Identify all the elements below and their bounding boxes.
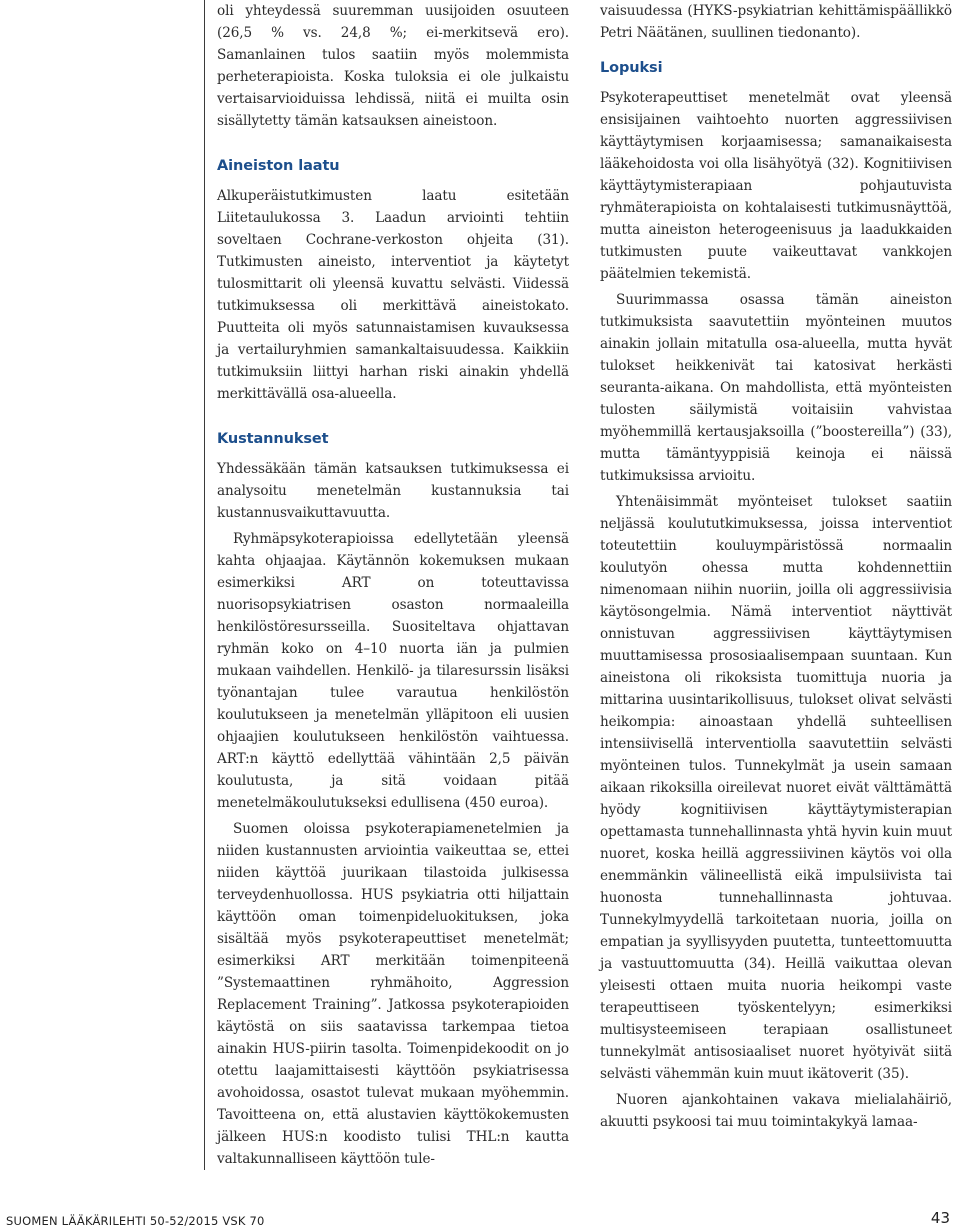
costs-paragraph-2: Ryhmäpsykoterapioissa edellytetään yleensä kahta ohjaajaa. Käytännön kokemuksen mukaan esimerkiksi ART on toteuttavissa nuorisopsykiatrisen osaston normaaleilla henkilöstöresursseilla. Suositeltava ohjattavan ryhmän koko on 4–10 nuorta iän ja pulmien mukaan vaihdellen. Henkilö- ja tilaresurssin lisäksi työnantajan tulee varautua henkilöstön koulutukseen ja menetelmän ylläpitoon eli uusien ohjaajien koulutukseen henkilöstön vaihtuessa. ART:n käyttö edellyttää vähintään 2,5 päivän koulutusta, ja sitä voidaan pitää menetelmäkoulutukseksi edullisena (450 euroa). xyxy=(217,531,569,811)
costs-paragraph-1: Yhdessäkään tämän katsauksen tutkimuksessa ei analysoitu menetelmän kustannuksia tai kustannusvaikuttavuutta. xyxy=(217,461,569,521)
journal-name: SUOMEN LÄÄKÄRILEHTI 50-52/2015 VSK 70 xyxy=(6,1214,265,1228)
page-footer xyxy=(0,1209,960,1230)
column-divider-rule xyxy=(204,0,205,1170)
quality-paragraph: Alkuperäistutkimusten laatu esitetään Liitetaulukossa 3. Laadun arviointi tehtiin soveltaen Cochrane-verkoston ohjeita (31). Tutkimusten aineisto, interventiot ja käytetyt tulosmittarit oli yleensä kuvattu selvästi. Viidessä tutkimuksessa oli merkittävä aineistokato. Puutteita oli myös satunnaistamisen kuvauksessa ja vertailuryhmien samankaltaisuudessa. Kaikkiin tutkimuksiin liittyi harhan riski ainakin yhdellä merkittävällä osa-alueella. xyxy=(217,188,569,402)
page-number: 43 xyxy=(930,1209,950,1227)
left-intro-paragraph: oli yhteydessä suuremman uusijoiden osuuteen (26,5 % vs. 24,8 %; ei-merkitsevä ero). Samanlainen tulos saatiin myös molemmista perheterapioista. Koska tuloksia ei ole julkaistu vertaisarvioiduissa lehdissä, niitä ei muilta osin sisällytetty tämän katsauksen aineistoon. xyxy=(217,3,569,129)
right-intro-paragraph: vaisuudessa (HYKS-psykiatrian kehittämispäällikkö Petri Näätänen, suullinen tiedonanto). xyxy=(600,3,952,41)
heading-kustannukset: Kustannukset xyxy=(217,431,329,447)
costs-paragraph-3: Suomen oloissa psykoterapiamenetelmien ja niiden kustannusten arviointia vaikeuttaa se, ettei niiden käyttöä juurikaan tilastoida julkisessa terveydenhuollossa. HUS psykiatria otti hiljattain käyttöön oman toimenpideluokituksen, joka sisältää myös psykoterapeuttiset menetelmät; esimerkiksi ART merkitään toimenpiteenä ”Systemaattinen ryhmähoito, Aggression Replacement Training”. Jatkossa psykoterapioiden käytöstä on siis saatavissa tarkempaa tietoa ainakin HUS-piirin tasolta. Toimenpidekoodit on jo otettu laajamittaisesti käyttöön psykiatrisessa avohoidossa, osastot tulevat mukaan myöhemmin. Tavoitteena on, että alustavien käyttökokemusten jälkeen HUS:n koodisto tulisi THL:n kautta valtakunnalliseen käyttöön tule- xyxy=(217,821,569,1167)
heading-aineiston-laatu: Aineiston laatu xyxy=(217,158,340,174)
right-column xyxy=(600,0,952,1133)
heading-lopuksi: Lopuksi xyxy=(600,60,663,76)
conclusion-paragraph-1: Psykoterapeuttiset menetelmät ovat yleensä ensisijainen vaihtoehto nuorten aggressiivisen käyttäytymisen korjaamisessa; samanaikaisesta lääkehoidosta voi olla lisähyötyä (32). Kognitiivisen käyttäytymisterapiaan pohjautuvista ryhmäterapioista on kohtalaisesti tutkimusnäyttöä, mutta aineiston heterogeenisuus ja laadukkaiden tutkimusten puute vaikeuttavat vankkojen päätelmien tekemistä. xyxy=(600,90,952,282)
left-column xyxy=(217,0,569,1170)
conclusion-paragraph-2: Suurimmassa osassa tämän aineiston tutkimuksista saavutettiin myönteinen muutos ainakin jollain mitatulla osa-alueella, mutta hyvät tulokset heikkenivät tai katosivat herkästi seuranta-aikana. On mahdollista, että myönteisten tulosten säilymistä voitaisiin vahvistaa myöhemmillä kertausjaksoilla (”boostereilla”) (33), mutta tämäntyyppisiä keinoja ei näissä tutkimuksissa arvioitu. xyxy=(600,292,952,484)
conclusion-paragraph-3: Yhtenäisimmät myönteiset tulokset saatiin neljässä koulututkimuksessa, joissa interventiot toteutettiin kouluympäristössä normaalin koulutyön ohessa mutta kohdennettiin nimenomaan niihin nuoriin, joilla oli aggressiivisia käytösongelmia. Nämä interventiot näyttivät onnistuvan aggressiivisen käyttäytymisen muuttamisessa prososiaalisempaan suuntaan. Kun aineistona oli rikoksista tuomittuja nuoria ja mittarina uusintarikollisuus, tulokset olivat selvästi heikompia: ainoastaan yhdellä suhteellisen intensiivisellä interventiolla saavutettiin selvästi myönteinen tulos. Tunnekylmät ja usein samaan aikaan rikoksilla oireilevat nuoret eivät välttämättä hyödy kognitiivisen käyttäytymisterapian opettamasta tunnehallinnasta yhtä hyvin kuin muut nuoret, koska heillä aggressiivinen käytös voi olla enemmänkin välineellistä eikä impulsiivista tai huonosta tunnehallinnasta johtuvaa. Tunnekylmyydellä tarkoitetaan nuoria, joilla on empatian ja syyllisyyden puutetta, tunteettomuutta ja vastuuttomuutta (34). Heillä vaikuttaa olevan yleisesti ottaen muita nuoria heikompi vaste terapeuttiseen työskentelyyn; esimerkiksi multisysteemiseen terapiaan osallistuneet tunnekylmät antisosiaaliset nuoret hyötyivät siitä selvästi vähemmän kuin muut ikätoverit (35). xyxy=(600,494,952,1082)
conclusion-paragraph-4: Nuoren ajankohtainen vakava mielialahäiriö, akuutti psykoosi tai muu toimintakykyä lamaa- xyxy=(600,1092,952,1130)
